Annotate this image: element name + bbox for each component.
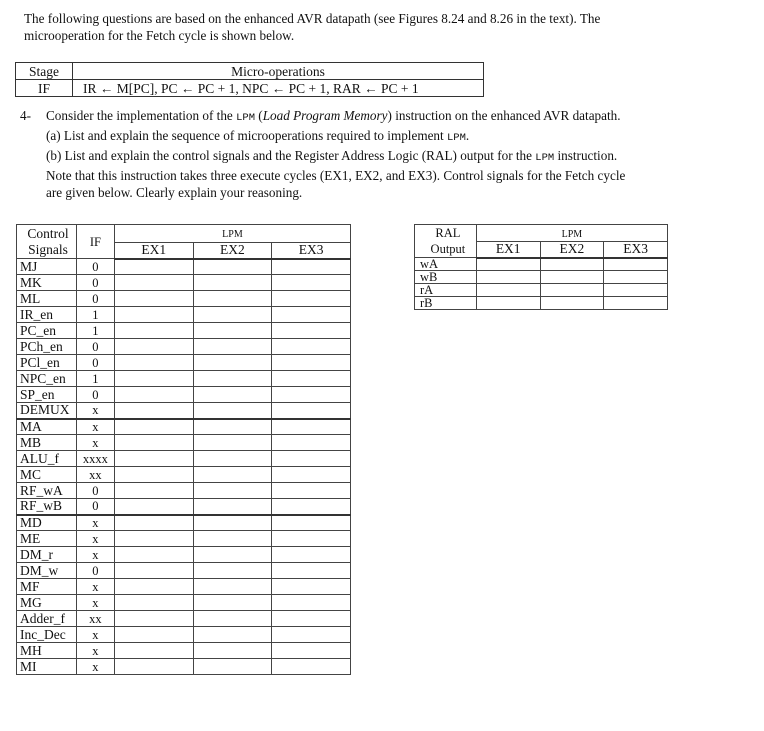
signal-name: ME: [17, 531, 77, 547]
intro-line-2: microoperation for the Fetch cycle is shown below.: [24, 28, 295, 43]
ex2-entry-cell[interactable]: [193, 627, 272, 643]
ex3-entry-cell[interactable]: [272, 435, 351, 451]
signal-name: MJ: [17, 259, 77, 275]
if-value: x: [76, 531, 114, 547]
control-signal-row: [17, 483, 351, 499]
ex3-entry-cell[interactable]: [272, 371, 351, 387]
ral-ex1-header: EX1: [476, 241, 540, 258]
signal-name: MD: [17, 515, 77, 531]
signal-name: RF_wA: [17, 483, 77, 499]
ex1-entry-cell[interactable]: [114, 547, 193, 563]
ex2-entry-cell[interactable]: [193, 259, 272, 275]
ex1-entry-cell[interactable]: [114, 483, 193, 499]
ex2-entry-cell[interactable]: [193, 387, 272, 403]
control-signal-row: [17, 547, 351, 563]
signal-name: MH: [17, 643, 77, 659]
ex3-entry-cell[interactable]: [272, 387, 351, 403]
stage-header: Stage: [16, 63, 73, 80]
ex3-entry-cell[interactable]: [272, 419, 351, 435]
if-value: x: [76, 515, 114, 531]
ex3-entry-cell[interactable]: [272, 579, 351, 595]
question-line-4: Note that this instruction takes three execute cycles (EX1, EX2, and EX3). Control signals for the Fetch cycle: [46, 168, 626, 183]
ex2-entry-cell[interactable]: [193, 467, 272, 483]
control-signal-row: [17, 339, 351, 355]
control-signal-row: [17, 403, 351, 419]
if-value: x: [76, 419, 114, 435]
control-signal-row: [17, 291, 351, 307]
control-signal-row: [17, 595, 351, 611]
ex2-entry-cell[interactable]: [193, 275, 272, 291]
ex1-entry-cell[interactable]: [114, 291, 193, 307]
fetch-table-header: [16, 63, 484, 80]
ex1-entry-cell[interactable]: [114, 339, 193, 355]
part-b: [46, 147, 726, 167]
ex3-entry-cell[interactable]: [272, 355, 351, 371]
part-a: [46, 127, 726, 147]
ex3-entry-cell[interactable]: [272, 659, 351, 675]
ex3-entry-cell[interactable]: [272, 627, 351, 643]
ex3-entry-cell[interactable]: [272, 499, 351, 515]
signal-name: MB: [17, 435, 77, 451]
part-b-text: (b) List and explain the control signals and the Register Address Logic (RAL) output for the: [46, 148, 536, 163]
ex2-entry-cell[interactable]: [193, 499, 272, 515]
ral-ex2-entry-cell[interactable]: [540, 297, 604, 310]
ex2-entry-cell[interactable]: [193, 595, 272, 611]
ral-ex2-entry-cell[interactable]: [540, 284, 604, 297]
ex3-entry-cell[interactable]: [272, 403, 351, 419]
ex1-entry-cell[interactable]: [114, 451, 193, 467]
ex1-entry-cell[interactable]: [114, 579, 193, 595]
question-number: 4-: [20, 108, 31, 123]
ex1-entry-cell[interactable]: [114, 323, 193, 339]
ex1-entry-cell[interactable]: [114, 467, 193, 483]
control-signal-row: [17, 531, 351, 547]
ral-ex3-entry-cell[interactable]: [604, 258, 668, 271]
if-value: 0: [76, 387, 114, 403]
ex2-entry-cell[interactable]: [193, 483, 272, 499]
if-value: x: [76, 627, 114, 643]
if-value: x: [76, 579, 114, 595]
ex2-entry-cell[interactable]: [193, 659, 272, 675]
signal-name: MI: [17, 659, 77, 675]
if-value: 0: [76, 259, 114, 275]
ex2-entry-cell[interactable]: [193, 643, 272, 659]
ral-output-name: wA: [415, 258, 477, 271]
signal-name: DEMUX: [17, 403, 77, 419]
if-value: xxxx: [76, 451, 114, 467]
ex3-entry-cell[interactable]: [272, 275, 351, 291]
control-signal-row: [17, 323, 351, 339]
if-value: x: [76, 547, 114, 563]
ral-table-header-1: [415, 225, 668, 242]
ex2-entry-cell[interactable]: [193, 515, 272, 531]
ral-ex3-entry-cell[interactable]: [604, 271, 668, 284]
ex3-entry-cell[interactable]: [272, 259, 351, 275]
ex2-entry-cell[interactable]: [193, 579, 272, 595]
control-signal-row: [17, 467, 351, 483]
ex2-entry-cell[interactable]: [193, 339, 272, 355]
if-value: 1: [76, 323, 114, 339]
ex2-entry-cell[interactable]: [193, 371, 272, 387]
ral-output-row: [415, 271, 668, 284]
control-signal-row: [17, 259, 351, 275]
ex3-entry-cell[interactable]: [272, 467, 351, 483]
signal-name: MC: [17, 467, 77, 483]
if-value: xx: [76, 467, 114, 483]
control-signal-row: [17, 419, 351, 435]
if-value: 0: [76, 355, 114, 371]
signal-name: MA: [17, 419, 77, 435]
control-signal-row: [17, 611, 351, 627]
ral-ex1-entry-cell[interactable]: [476, 297, 540, 310]
ral-output-row: [415, 297, 668, 310]
question-text: ) instruction on the enhanced AVR datapath.: [387, 108, 621, 123]
if-value: 0: [76, 563, 114, 579]
ral-output-table: [414, 224, 668, 310]
part-a-text: .: [465, 128, 470, 143]
question-line-5: are given below. Clearly explain your reasoning.: [46, 185, 303, 200]
ex2-header: EX2: [193, 243, 272, 259]
signal-name: PCl_en: [17, 355, 77, 371]
ral-ex2-entry-cell[interactable]: [540, 271, 604, 284]
control-signal-row: [17, 643, 351, 659]
control-signal-row: [17, 275, 351, 291]
ex1-entry-cell[interactable]: [114, 515, 193, 531]
ex1-entry-cell[interactable]: [114, 435, 193, 451]
signal-name: RF_wB: [17, 499, 77, 515]
ex1-entry-cell[interactable]: [114, 387, 193, 403]
ex1-entry-cell[interactable]: [114, 563, 193, 579]
ex1-entry-cell[interactable]: [114, 611, 193, 627]
ex2-entry-cell[interactable]: [193, 451, 272, 467]
lpm-mnemonic: LPM: [236, 112, 255, 124]
signal-name: PC_en: [17, 323, 77, 339]
ex3-entry-cell[interactable]: [272, 515, 351, 531]
if-value: 0: [76, 339, 114, 355]
ex3-entry-cell[interactable]: [272, 291, 351, 307]
control-signals-header: [17, 225, 77, 259]
control-signal-row: [17, 451, 351, 467]
ral-ex3-header: EX3: [604, 241, 668, 258]
ex2-entry-cell[interactable]: [193, 435, 272, 451]
ex3-entry-cell[interactable]: [272, 483, 351, 499]
ex1-entry-cell[interactable]: [114, 595, 193, 611]
ex2-entry-cell[interactable]: [193, 419, 272, 435]
control-signal-row: [17, 435, 351, 451]
ex3-entry-cell[interactable]: [272, 643, 351, 659]
ex2-entry-cell[interactable]: [193, 291, 272, 307]
signal-name: MK: [17, 275, 77, 291]
intro-text: [24, 10, 734, 44]
signal-name: Adder_f: [17, 611, 77, 627]
ex2-entry-cell[interactable]: [193, 355, 272, 371]
ral-output-row: [415, 258, 668, 271]
if-value: x: [76, 659, 114, 675]
ex1-entry-cell[interactable]: [114, 307, 193, 323]
ex3-entry-cell[interactable]: [272, 531, 351, 547]
ral-output-name: rB: [415, 297, 477, 310]
if-value: 1: [76, 307, 114, 323]
question-text: (: [255, 108, 263, 123]
ral-ex2-header: EX2: [540, 241, 604, 258]
control-signal-row: [17, 627, 351, 643]
control-header-text: Signals: [28, 241, 68, 257]
micro-operations-header: Micro-operations: [73, 63, 484, 80]
ex1-entry-cell[interactable]: [114, 419, 193, 435]
ex3-entry-cell[interactable]: [272, 611, 351, 627]
signal-name: DM_r: [17, 547, 77, 563]
if-value: 0: [76, 483, 114, 499]
part-a-text: (a) List and explain the sequence of microoperations required to implement: [46, 128, 447, 143]
ex2-entry-cell[interactable]: [193, 611, 272, 627]
ex1-entry-cell[interactable]: [114, 371, 193, 387]
question-body: [46, 107, 726, 201]
signal-name: DM_w: [17, 563, 77, 579]
ex1-entry-cell[interactable]: [114, 531, 193, 547]
ex3-entry-cell[interactable]: [272, 547, 351, 563]
ex3-entry-cell[interactable]: [272, 595, 351, 611]
ex3-entry-cell[interactable]: [272, 563, 351, 579]
ex3-entry-cell[interactable]: [272, 451, 351, 467]
if-column-header: IF: [76, 225, 114, 259]
ex3-header: EX3: [272, 243, 351, 259]
control-signal-row: [17, 355, 351, 371]
ex3-entry-cell[interactable]: [272, 339, 351, 355]
signal-name: MF: [17, 579, 77, 595]
if-value: 0: [76, 275, 114, 291]
ex2-entry-cell[interactable]: [193, 323, 272, 339]
control-signal-row: [17, 579, 351, 595]
signal-name: ML: [17, 291, 77, 307]
ral-ex3-entry-cell[interactable]: [604, 284, 668, 297]
intro-line-1: The following questions are based on the enhanced AVR datapath (see Figures 8.24 and 8.26 in the text). The: [24, 11, 601, 26]
signal-name: IR_en: [17, 307, 77, 323]
question-italic-text: Load Program Memory: [262, 108, 388, 123]
signal-name: SP_en: [17, 387, 77, 403]
lpm-header: LPM: [114, 225, 350, 243]
ral-ex1-entry-cell[interactable]: [476, 258, 540, 271]
fetch-table-row: [16, 80, 484, 97]
signal-name: PCh_en: [17, 339, 77, 355]
control-signal-row: [17, 515, 351, 531]
stage-cell: IF: [16, 80, 73, 97]
if-value: x: [76, 595, 114, 611]
control-signal-row: [17, 563, 351, 579]
ral-lpm-header: LPM: [476, 225, 667, 242]
control-signal-row: [17, 371, 351, 387]
control-table-header-1: [17, 225, 351, 243]
ex2-entry-cell[interactable]: [193, 307, 272, 323]
if-value: 1: [76, 371, 114, 387]
ex1-entry-cell[interactable]: [114, 643, 193, 659]
if-value: 0: [76, 499, 114, 515]
control-signal-row: [17, 307, 351, 323]
question-text: Consider the implementation of the: [46, 108, 237, 123]
ral-output-header: [415, 225, 477, 258]
if-value: xx: [76, 611, 114, 627]
if-value: x: [76, 403, 114, 419]
lpm-mnemonic: LPM: [446, 132, 466, 144]
ex1-header: EX1: [114, 243, 193, 259]
fetch-microoperation-table: [15, 62, 484, 97]
ral-header-text: RAL: [435, 226, 461, 240]
ex1-entry-cell[interactable]: [114, 259, 193, 275]
ex1-entry-cell[interactable]: [114, 275, 193, 291]
ral-output-row: [415, 284, 668, 297]
control-signals-table: [16, 224, 351, 675]
ral-output-name: wB: [415, 271, 477, 284]
if-value: x: [76, 435, 114, 451]
signal-name: Inc_Dec: [17, 627, 77, 643]
lpm-mnemonic: LPM: [535, 152, 555, 164]
signal-name: NPC_en: [17, 371, 77, 387]
signal-name: MG: [17, 595, 77, 611]
ral-ex3-entry-cell[interactable]: [604, 297, 668, 310]
ex1-entry-cell[interactable]: [114, 659, 193, 675]
control-signal-row: [17, 387, 351, 403]
ex1-entry-cell[interactable]: [114, 499, 193, 515]
micro-operations-cell: IR ← M[PC], PC ← PC + 1, NPC ← PC + 1, RAR ← PC + 1: [73, 80, 484, 97]
ral-output-name: rA: [415, 284, 477, 297]
ex2-entry-cell[interactable]: [193, 531, 272, 547]
ex3-entry-cell[interactable]: [272, 307, 351, 323]
ex2-entry-cell[interactable]: [193, 547, 272, 563]
ral-ex1-entry-cell[interactable]: [476, 271, 540, 284]
question-line-1: [46, 107, 726, 127]
ex1-entry-cell[interactable]: [114, 403, 193, 419]
ex1-entry-cell[interactable]: [114, 627, 193, 643]
ral-header-text: Output: [430, 242, 466, 256]
ex2-entry-cell[interactable]: [193, 563, 272, 579]
if-value: 0: [76, 291, 114, 307]
ex2-entry-cell[interactable]: [193, 403, 272, 419]
control-signal-row: [17, 499, 351, 515]
control-header-text: Control: [27, 225, 69, 241]
part-b-text: instruction.: [554, 148, 618, 163]
if-value: x: [76, 643, 114, 659]
ex1-entry-cell[interactable]: [114, 355, 193, 371]
ral-ex2-entry-cell[interactable]: [540, 258, 604, 271]
signal-name: ALU_f: [17, 451, 77, 467]
ral-ex1-entry-cell[interactable]: [476, 284, 540, 297]
control-signal-row: [17, 659, 351, 675]
ex3-entry-cell[interactable]: [272, 323, 351, 339]
